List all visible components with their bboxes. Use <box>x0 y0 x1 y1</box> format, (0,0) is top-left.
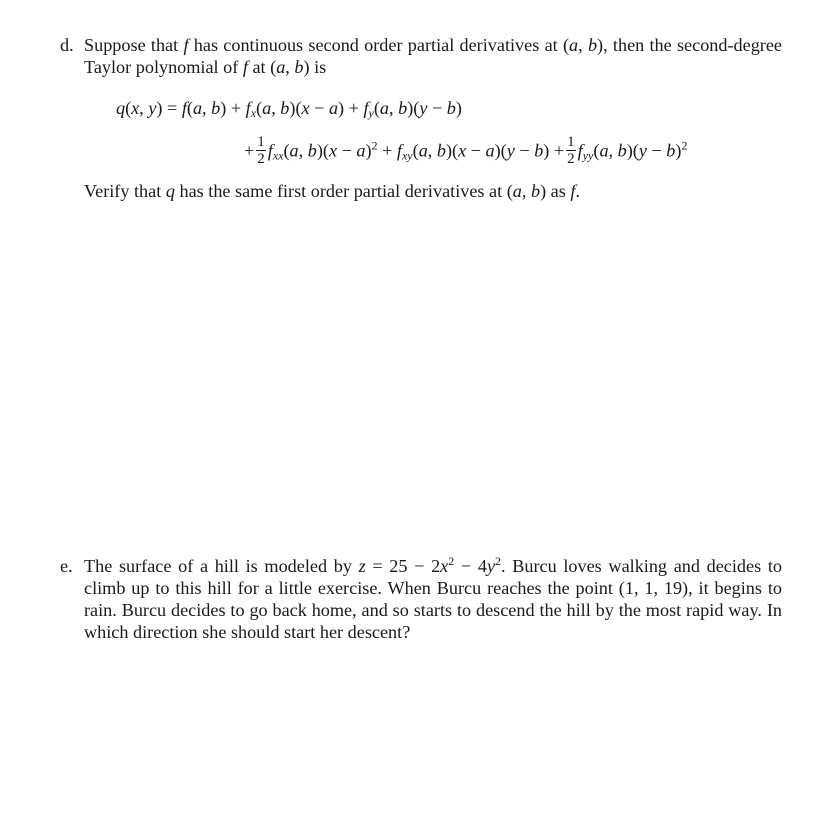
taylor-formula-line-2: + $\frac{1}{2}$ $f_{xx}(a$, $b)(x - a)^2 + f_{xy}(a$, b)(x − a)(y − b) + $\frac{1}{2}$ $f_{yy}(a$, $b)(y - b)^2$ <box>244 134 688 167</box>
taylor-formula-line-1: q(x, y) = f(a, $b) + f_x(a$, $b)(x - a) + f_y(a$, b)(y − b) <box>116 98 462 120</box>
problem-e-label: e. <box>60 556 73 576</box>
problem-e-text: The surface of a hill is modeled by $z = 25 - 2x^2 - 4y^2$. Burcu loves walking and decides to climb up to this hill for a little exercise. When Burcu reaches the point (1, 1, 19), it begins to rain. Burcu decides to go back home, and so starts to descend the hill by the most rapid way. In which direction she should start her descent? <box>84 554 782 642</box>
problem-d-intro: Suppose that f has continuous second order partial derivatives at (a, b), then the second-degree Taylor polynomial of f at (a, b) is <box>84 35 783 77</box>
fraction-one-half: $\frac{1}{2}$ <box>257 134 265 167</box>
problem-e <box>60 555 782 643</box>
problem-d-label: d. <box>60 35 74 55</box>
fraction-one-half: $\frac{1}{2}$ <box>567 134 575 167</box>
problem-d <box>60 34 782 78</box>
problem-d-verify: Verify that q has the same first order partial derivatives at (a, b) as f. <box>84 181 580 201</box>
